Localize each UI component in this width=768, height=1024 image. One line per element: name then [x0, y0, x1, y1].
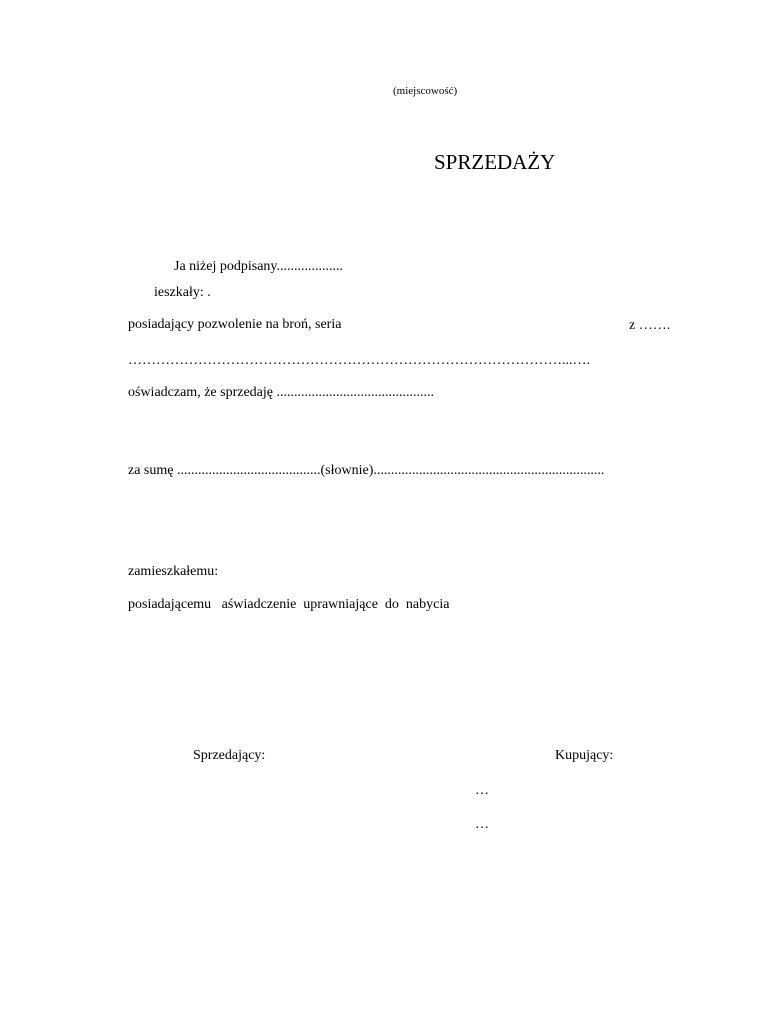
place-hint: (miejscowość)	[393, 85, 458, 97]
permit-from-text: z …….	[629, 318, 671, 333]
buyer-certificate-line: posiadającemu aświadczenie uprawniające do nabycia	[128, 597, 450, 612]
sum-line: za sumę .........................................(słownie)..................................................................	[128, 463, 605, 478]
signature-placeholder-1: …	[475, 783, 489, 798]
signed-line: Ja niżej podpisany...................	[174, 259, 344, 274]
buyer-residence-line: zamieszkałemu:	[128, 564, 219, 579]
buyer-label: Kupujący:	[555, 748, 614, 763]
declare-line: oświadczam, że sprzedaję .............................................	[128, 385, 434, 400]
resident-line: ieszkały: .	[154, 285, 211, 300]
document-title: SPRZEDAŻY	[434, 150, 556, 174]
seller-label: Sprzedający:	[193, 748, 266, 763]
permit-line: posiadający pozwolenie na broń, seria	[128, 317, 342, 332]
signature-placeholder-2: …	[475, 817, 489, 832]
dotted-line: …………………………………………………………………………………...….	[128, 353, 590, 368]
